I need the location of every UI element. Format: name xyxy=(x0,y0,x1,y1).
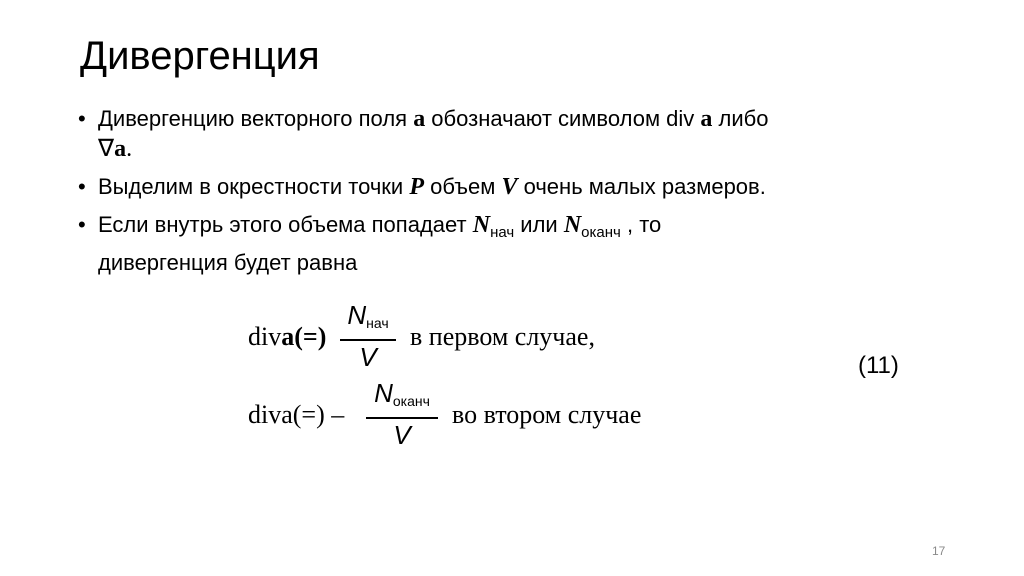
bullet-item-2: • Выделим в окрестности точки P объем V очень малых размеров. xyxy=(78,174,766,200)
fraction-bar xyxy=(366,417,438,419)
bullet-dot: • xyxy=(78,174,86,199)
bullet-item-3: • Если внутрь этого объема попадает $N_{нач}$ или $N_{оканч}$ , то дивергенция будет равна xyxy=(78,212,662,275)
fraction-2: Nоканч V xyxy=(366,378,438,450)
page-number: 17 xyxy=(932,544,946,558)
bullet-dot: • xyxy=(78,106,86,131)
bullet-item-1: • Дивергенцию векторного поля a обозначают символом div a либо ∇a. xyxy=(78,106,769,162)
formula-line-2: diva(=) – xyxy=(248,400,345,429)
fraction-bar xyxy=(340,339,396,341)
formula-case-1: в первом случае, xyxy=(410,322,595,351)
fraction-1: Nнач V xyxy=(340,300,396,372)
slide-title: Дивергенция xyxy=(80,34,320,78)
formula-line-1: diva(=) xyxy=(248,322,327,351)
bullet-dot: • xyxy=(78,212,86,237)
equation-number: (11) xyxy=(858,352,899,379)
formula-case-2: во втором случае xyxy=(452,400,642,429)
bullet-list xyxy=(70,104,970,286)
